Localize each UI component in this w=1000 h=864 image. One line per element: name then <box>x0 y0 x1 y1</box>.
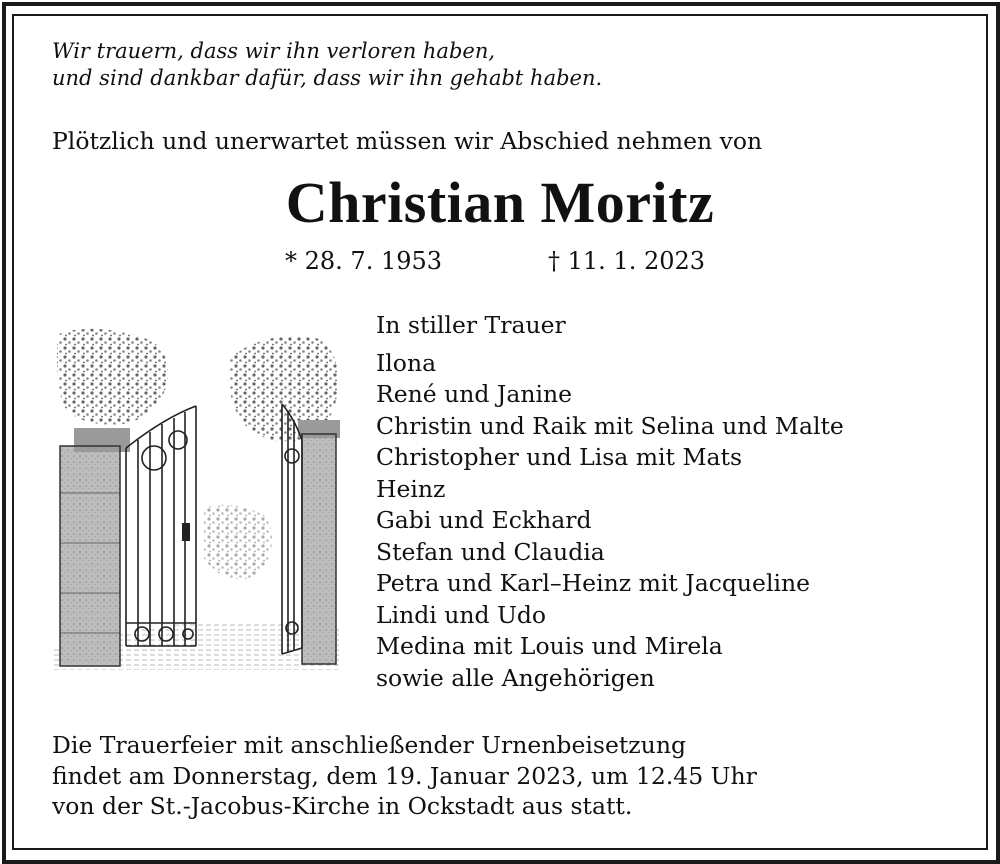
mourner-name: René und Janine <box>376 380 573 408</box>
mourner-name: Christin und Raik mit Selina und Malte <box>376 411 844 440</box>
motto-line-1: Wir trauern, dass wir ihn verloren haben, <box>52 39 496 63</box>
mourner-name: Ilona <box>376 348 437 377</box>
service-line-1: Die Trauerfeier mit anschließender Urnenbeisetzung <box>52 731 686 759</box>
mourner-name: sowie alle Angehörigen <box>376 663 655 692</box>
mourner-name: Stefan und Claudia <box>376 537 605 566</box>
motto-line-2: und sind dankbar dafür, dass wir ihn gehabt haben. <box>52 66 603 90</box>
death-date: † 11. 1. 2023 <box>548 247 706 275</box>
mourner-name: Medina mit Louis und Mirela <box>376 632 723 660</box>
birth-date: * 28. 7. 1953 <box>285 247 443 275</box>
funeral-service-info <box>52 730 952 822</box>
intro-text: Plötzlich und unerwartet müssen wir Abschied nehmen von <box>52 127 763 155</box>
motto-quote <box>52 38 752 92</box>
deceased-name: Christian Moritz <box>285 170 715 235</box>
mourner-name: Gabi und Eckhard <box>376 506 592 534</box>
mourner-name: Heinz <box>376 474 446 503</box>
mourners-list <box>376 310 976 694</box>
service-line-3: von der St.-Jacobus-Kirche in Ockstadt aus statt. <box>52 792 633 820</box>
mourner-name: Christopher und Lisa mit Mats <box>376 443 743 471</box>
mourners-heading: In stiller Trauer <box>376 311 566 339</box>
service-line-2: findet am Donnerstag, dem 19. Januar 2023, um 12.45 Uhr <box>52 761 757 790</box>
garden-gate-illustration <box>54 328 340 670</box>
mourner-name: Petra und Karl–Heinz mit Jacqueline <box>376 569 811 597</box>
mourner-name: Lindi und Udo <box>376 600 547 629</box>
